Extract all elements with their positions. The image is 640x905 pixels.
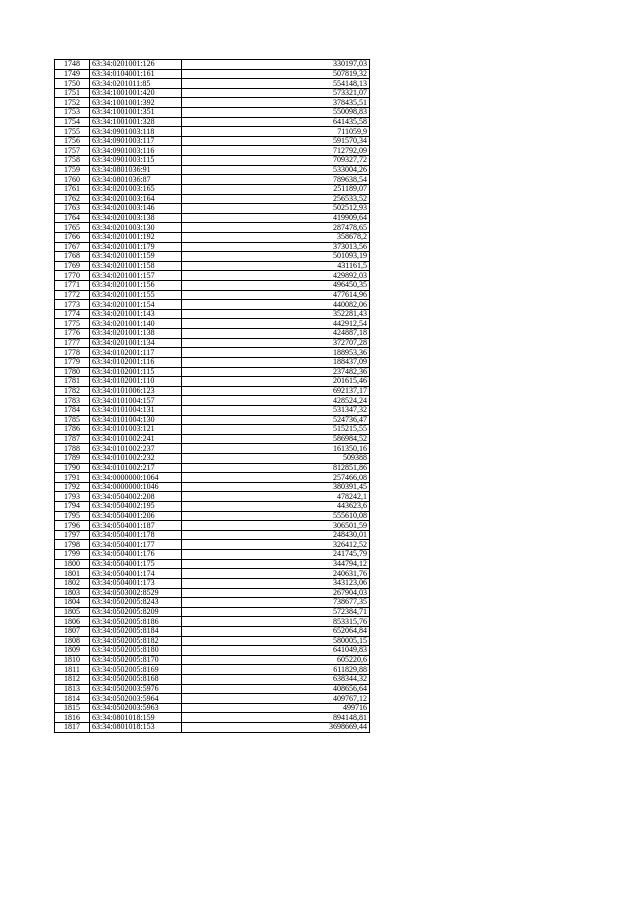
table-row (55, 88, 370, 98)
cadastral-number: 63:34:0201003:146 (90, 204, 182, 214)
row-number: 1797 (55, 530, 90, 540)
table-row (55, 578, 370, 588)
row-number: 1806 (55, 617, 90, 627)
table-row (55, 636, 370, 646)
row-number: 1791 (55, 473, 90, 483)
cadastral-number: 63:34:0504002:208 (90, 492, 182, 502)
table-row (55, 521, 370, 531)
row-number: 1773 (55, 300, 90, 310)
row-number: 1757 (55, 146, 90, 156)
cadastral-value: 429892,03 (182, 271, 370, 281)
row-number: 1752 (55, 98, 90, 108)
cadastral-number: 63:34:0901003:117 (90, 136, 182, 146)
table-row (55, 261, 370, 271)
table-row (55, 348, 370, 358)
row-number: 1749 (55, 69, 90, 79)
cadastral-number: 63:34:0102001:110 (90, 377, 182, 387)
cadastral-number: 63:34:0102001:115 (90, 367, 182, 377)
cadastral-value: 478242,1 (182, 492, 370, 502)
table-row (55, 223, 370, 233)
row-number: 1790 (55, 463, 90, 473)
table-row (55, 108, 370, 118)
cadastral-value: 306501,59 (182, 521, 370, 531)
row-number: 1751 (55, 88, 90, 98)
table-row (55, 175, 370, 185)
cadastral-number: 63:34:0504001:173 (90, 578, 182, 588)
cadastral-value: 812851,86 (182, 463, 370, 473)
cadastral-value: 442912,54 (182, 319, 370, 329)
table-row (55, 309, 370, 319)
cadastral-number: 63:34:0901003:118 (90, 127, 182, 137)
row-number: 1755 (55, 127, 90, 137)
cadastral-value: 641049,83 (182, 646, 370, 656)
cadastral-value: 378435,51 (182, 98, 370, 108)
cadastral-number: 63:34:0201003:138 (90, 213, 182, 223)
row-number: 1793 (55, 492, 90, 502)
table-row (55, 117, 370, 127)
cadastral-value: 580005,15 (182, 636, 370, 646)
cadastral-number: 63:34:0901003:116 (90, 146, 182, 156)
row-number: 1759 (55, 165, 90, 175)
cadastral-value: 443623,6 (182, 502, 370, 512)
cadastral-value: 161350,16 (182, 444, 370, 454)
cadastral-value: 440082,06 (182, 300, 370, 310)
row-number: 1815 (55, 703, 90, 713)
cadastral-value: 554148,13 (182, 79, 370, 89)
cadastral-value: 573321,07 (182, 88, 370, 98)
cadastral-value: 287478,65 (182, 223, 370, 233)
cadastral-number: 63:34:0201001:157 (90, 271, 182, 281)
row-number: 1802 (55, 578, 90, 588)
row-number: 1817 (55, 723, 90, 733)
table-row (55, 319, 370, 329)
row-number: 1763 (55, 204, 90, 214)
row-number: 1774 (55, 309, 90, 319)
cadastral-value: 352281,43 (182, 309, 370, 319)
table-row (55, 156, 370, 166)
cadastral-number: 63:34:1001001:328 (90, 117, 182, 127)
cadastral-value: 409767,12 (182, 694, 370, 704)
cadastral-value: 711059,9 (182, 127, 370, 137)
cadastral-value: 408656,64 (182, 684, 370, 694)
cadastral-number: 63:34:0201003:164 (90, 194, 182, 204)
cadastral-value: 251189,07 (182, 184, 370, 194)
table-row (55, 473, 370, 483)
cadastral-value: 638344,32 (182, 675, 370, 685)
row-number: 1766 (55, 232, 90, 242)
cadastral-number: 63:34:0502005:8209 (90, 607, 182, 617)
table-row (55, 646, 370, 656)
row-number: 1807 (55, 626, 90, 636)
cadastral-value: 372707,28 (182, 338, 370, 348)
cadastral-number: 63:34:0101003:121 (90, 425, 182, 435)
cadastral-value: 428524,24 (182, 396, 370, 406)
table-row (55, 300, 370, 310)
row-number: 1777 (55, 338, 90, 348)
cadastral-value: 501093,19 (182, 252, 370, 262)
table-row (55, 492, 370, 502)
table-row (55, 713, 370, 723)
cadastral-value: 611829,88 (182, 665, 370, 675)
cadastral-value-table (54, 59, 370, 733)
table-row (55, 511, 370, 521)
row-number: 1756 (55, 136, 90, 146)
cadastral-value: 605220,6 (182, 655, 370, 665)
row-number: 1772 (55, 290, 90, 300)
cadastral-value: 267904,03 (182, 588, 370, 598)
cadastral-value: 894148,81 (182, 713, 370, 723)
cadastral-number: 63:34:0504001:187 (90, 521, 182, 531)
row-number: 1753 (55, 108, 90, 118)
cadastral-value: 586984,52 (182, 434, 370, 444)
row-number: 1789 (55, 453, 90, 463)
cadastral-number: 63:34:0504001:177 (90, 540, 182, 550)
table-row (55, 271, 370, 281)
table-row (55, 367, 370, 377)
row-number: 1760 (55, 175, 90, 185)
table-row (55, 530, 370, 540)
table-row (55, 655, 370, 665)
cadastral-number: 63:34:0102001:116 (90, 357, 182, 367)
row-number: 1748 (55, 60, 90, 70)
cadastral-number: 63:34:0201001:156 (90, 281, 182, 291)
cadastral-number: 63:34:0502003:5964 (90, 694, 182, 704)
row-number: 1788 (55, 444, 90, 454)
table-row (55, 684, 370, 694)
cadastral-value: 692137,17 (182, 386, 370, 396)
cadastral-number: 63:34:0901003:115 (90, 156, 182, 166)
table-body (55, 60, 370, 733)
cadastral-number: 63:34:0201001:179 (90, 242, 182, 252)
cadastral-value: 257466,08 (182, 473, 370, 483)
row-number: 1799 (55, 550, 90, 560)
table-row (55, 694, 370, 704)
cadastral-number: 63:34:0201001:126 (90, 60, 182, 70)
cadastral-number: 63:34:0502003:5963 (90, 703, 182, 713)
cadastral-number: 63:34:0504001:174 (90, 569, 182, 579)
row-number: 1783 (55, 396, 90, 406)
row-number: 1810 (55, 655, 90, 665)
table-row (55, 127, 370, 137)
cadastral-value: 533004,26 (182, 165, 370, 175)
table-row (55, 453, 370, 463)
table-row (55, 502, 370, 512)
cadastral-value: 380391,45 (182, 482, 370, 492)
row-number: 1781 (55, 377, 90, 387)
table-row (55, 213, 370, 223)
cadastral-value: 477614,96 (182, 290, 370, 300)
row-number: 1765 (55, 223, 90, 233)
cadastral-value: 712792,09 (182, 146, 370, 156)
row-number: 1794 (55, 502, 90, 512)
cadastral-value: 496450,35 (182, 281, 370, 291)
cadastral-value: 256533,52 (182, 194, 370, 204)
table-row (55, 242, 370, 252)
cadastral-value: 201615,46 (182, 377, 370, 387)
row-number: 1776 (55, 329, 90, 339)
cadastral-number: 63:34:0201001:140 (90, 319, 182, 329)
cadastral-number: 63:34:0201001:158 (90, 261, 182, 271)
table-row (55, 665, 370, 675)
row-number: 1779 (55, 357, 90, 367)
table-row (55, 425, 370, 435)
row-number: 1800 (55, 559, 90, 569)
cadastral-value: 237482,36 (182, 367, 370, 377)
cadastral-number: 63:34:1001001:420 (90, 88, 182, 98)
row-number: 1811 (55, 665, 90, 675)
cadastral-number: 63:34:0201003:130 (90, 223, 182, 233)
cadastral-number: 63:34:0502005:8170 (90, 655, 182, 665)
table-row (55, 540, 370, 550)
cadastral-value: 330197,03 (182, 60, 370, 70)
cadastral-number: 63:34:0504001:175 (90, 559, 182, 569)
table-row (55, 136, 370, 146)
cadastral-number: 63:34:0201001:138 (90, 329, 182, 339)
cadastral-value: 502512,93 (182, 204, 370, 214)
cadastral-number: 63:34:0801036:87 (90, 175, 182, 185)
cadastral-value: 555610,08 (182, 511, 370, 521)
cadastral-number: 63:34:0000000:1064 (90, 473, 182, 483)
cadastral-value: 641435,58 (182, 117, 370, 127)
table-row (55, 204, 370, 214)
row-number: 1782 (55, 386, 90, 396)
table-row (55, 723, 370, 733)
cadastral-number: 63:34:0101002:241 (90, 434, 182, 444)
table-row (55, 703, 370, 713)
cadastral-number: 63:34:0101004:131 (90, 405, 182, 415)
cadastral-value: 373013,56 (182, 242, 370, 252)
table-row (55, 559, 370, 569)
cadastral-number: 63:34:0101004:157 (90, 396, 182, 406)
table-row (55, 146, 370, 156)
cadastral-value: 424887,18 (182, 329, 370, 339)
cadastral-value: 709327,72 (182, 156, 370, 166)
row-number: 1798 (55, 540, 90, 550)
row-number: 1754 (55, 117, 90, 127)
table-row (55, 329, 370, 339)
row-number: 1750 (55, 79, 90, 89)
cadastral-number: 63:34:0201011:85 (90, 79, 182, 89)
row-number: 1758 (55, 156, 90, 166)
table-row (55, 60, 370, 70)
cadastral-number: 63:34:0101006:123 (90, 386, 182, 396)
table-row (55, 194, 370, 204)
row-number: 1780 (55, 367, 90, 377)
cadastral-number: 63:34:0504001:206 (90, 511, 182, 521)
table-row (55, 405, 370, 415)
cadastral-number: 63:34:0502005:8180 (90, 646, 182, 656)
cadastral-number: 63:34:0000000:1046 (90, 482, 182, 492)
table-row (55, 626, 370, 636)
row-number: 1767 (55, 242, 90, 252)
row-number: 1768 (55, 252, 90, 262)
cadastral-number: 63:34:0504001:176 (90, 550, 182, 560)
cadastral-number: 63:34:0503002:8529 (90, 588, 182, 598)
cadastral-number: 63:34:0801036:91 (90, 165, 182, 175)
cadastral-number: 63:34:0101002:232 (90, 453, 182, 463)
cadastral-number: 63:34:0104001:161 (90, 69, 182, 79)
table-row (55, 482, 370, 492)
table-row (55, 184, 370, 194)
table-row (55, 69, 370, 79)
table-row (55, 396, 370, 406)
cadastral-value: 358678,2 (182, 232, 370, 242)
cadastral-value: 3698669,44 (182, 723, 370, 733)
cadastral-value: 344794,12 (182, 559, 370, 569)
cadastral-value: 499716 (182, 703, 370, 713)
cadastral-value: 853315,76 (182, 617, 370, 627)
row-number: 1804 (55, 598, 90, 608)
table-row (55, 415, 370, 425)
row-number: 1812 (55, 675, 90, 685)
table-row (55, 386, 370, 396)
row-number: 1796 (55, 521, 90, 531)
row-number: 1769 (55, 261, 90, 271)
cadastral-number: 63:34:0502005:8182 (90, 636, 182, 646)
cadastral-value: 738677,35 (182, 598, 370, 608)
table-row (55, 252, 370, 262)
table-row (55, 588, 370, 598)
cadastral-value: 240631,76 (182, 569, 370, 579)
row-number: 1787 (55, 434, 90, 444)
cadastral-number: 63:34:0502003:5976 (90, 684, 182, 694)
row-number: 1764 (55, 213, 90, 223)
row-number: 1809 (55, 646, 90, 656)
cadastral-value: 507819,32 (182, 69, 370, 79)
row-number: 1805 (55, 607, 90, 617)
cadastral-value: 419909,64 (182, 213, 370, 223)
cadastral-value: 188953,36 (182, 348, 370, 358)
cadastral-value: 431161,5 (182, 261, 370, 271)
cadastral-value: 572384,71 (182, 607, 370, 617)
cadastral-value: 188437,09 (182, 357, 370, 367)
table-row (55, 338, 370, 348)
cadastral-value: 652064,84 (182, 626, 370, 636)
cadastral-number: 63:34:0101004:130 (90, 415, 182, 425)
cadastral-value: 248430,01 (182, 530, 370, 540)
cadastral-number: 63:34:0502005:8186 (90, 617, 182, 627)
row-number: 1803 (55, 588, 90, 598)
cadastral-number: 63:34:0201001:192 (90, 232, 182, 242)
row-number: 1762 (55, 194, 90, 204)
table-row (55, 607, 370, 617)
row-number: 1770 (55, 271, 90, 281)
table-row (55, 357, 370, 367)
table-row (55, 675, 370, 685)
cadastral-value: 591570,34 (182, 136, 370, 146)
table-row (55, 165, 370, 175)
row-number: 1761 (55, 184, 90, 194)
table-row (55, 79, 370, 89)
row-number: 1801 (55, 569, 90, 579)
row-number: 1784 (55, 405, 90, 415)
row-number: 1814 (55, 694, 90, 704)
cadastral-number: 63:34:0101002:217 (90, 463, 182, 473)
cadastral-number: 63:34:0801018:153 (90, 723, 182, 733)
cadastral-value: 531347,32 (182, 405, 370, 415)
cadastral-value: 524736,47 (182, 415, 370, 425)
cadastral-value: 343123,06 (182, 578, 370, 588)
cadastral-number: 63:34:1001001:351 (90, 108, 182, 118)
cadastral-number: 63:34:0201001:143 (90, 309, 182, 319)
cadastral-number: 63:34:0201001:134 (90, 338, 182, 348)
row-number: 1786 (55, 425, 90, 435)
table-row (55, 550, 370, 560)
cadastral-number: 63:34:0102001:117 (90, 348, 182, 358)
cadastral-number: 63:34:0101002:237 (90, 444, 182, 454)
cadastral-number: 63:34:1001001:392 (90, 98, 182, 108)
table-row (55, 281, 370, 291)
cadastral-value: 789638,54 (182, 175, 370, 185)
row-number: 1775 (55, 319, 90, 329)
row-number: 1785 (55, 415, 90, 425)
cadastral-number: 63:34:0201001:154 (90, 300, 182, 310)
row-number: 1792 (55, 482, 90, 492)
cadastral-number: 63:34:0801018:159 (90, 713, 182, 723)
cadastral-number: 63:34:0504002:195 (90, 502, 182, 512)
table-row (55, 598, 370, 608)
cadastral-number: 63:34:0504001:178 (90, 530, 182, 540)
cadastral-number: 63:34:0201001:159 (90, 252, 182, 262)
row-number: 1795 (55, 511, 90, 521)
table-row (55, 444, 370, 454)
table-row (55, 377, 370, 387)
row-number: 1813 (55, 684, 90, 694)
table-row (55, 463, 370, 473)
cadastral-value: 326412,52 (182, 540, 370, 550)
cadastral-value: 550098,83 (182, 108, 370, 118)
row-number: 1778 (55, 348, 90, 358)
row-number: 1816 (55, 713, 90, 723)
cadastral-value: 241745,79 (182, 550, 370, 560)
cadastral-value: 515215,55 (182, 425, 370, 435)
table-row (55, 232, 370, 242)
cadastral-number: 63:34:0201001:155 (90, 290, 182, 300)
cadastral-number: 63:34:0502005:8169 (90, 665, 182, 675)
table-row (55, 98, 370, 108)
table-row (55, 617, 370, 627)
cadastral-number: 63:34:0502005:8184 (90, 626, 182, 636)
cadastral-number: 63:34:0502005:8168 (90, 675, 182, 685)
cadastral-value: 509388 (182, 453, 370, 463)
row-number: 1771 (55, 281, 90, 291)
row-number: 1808 (55, 636, 90, 646)
cadastral-number: 63:34:0201003:165 (90, 184, 182, 194)
cadastral-number: 63:34:0502005:8243 (90, 598, 182, 608)
table-row (55, 569, 370, 579)
table-row (55, 434, 370, 444)
table-row (55, 290, 370, 300)
